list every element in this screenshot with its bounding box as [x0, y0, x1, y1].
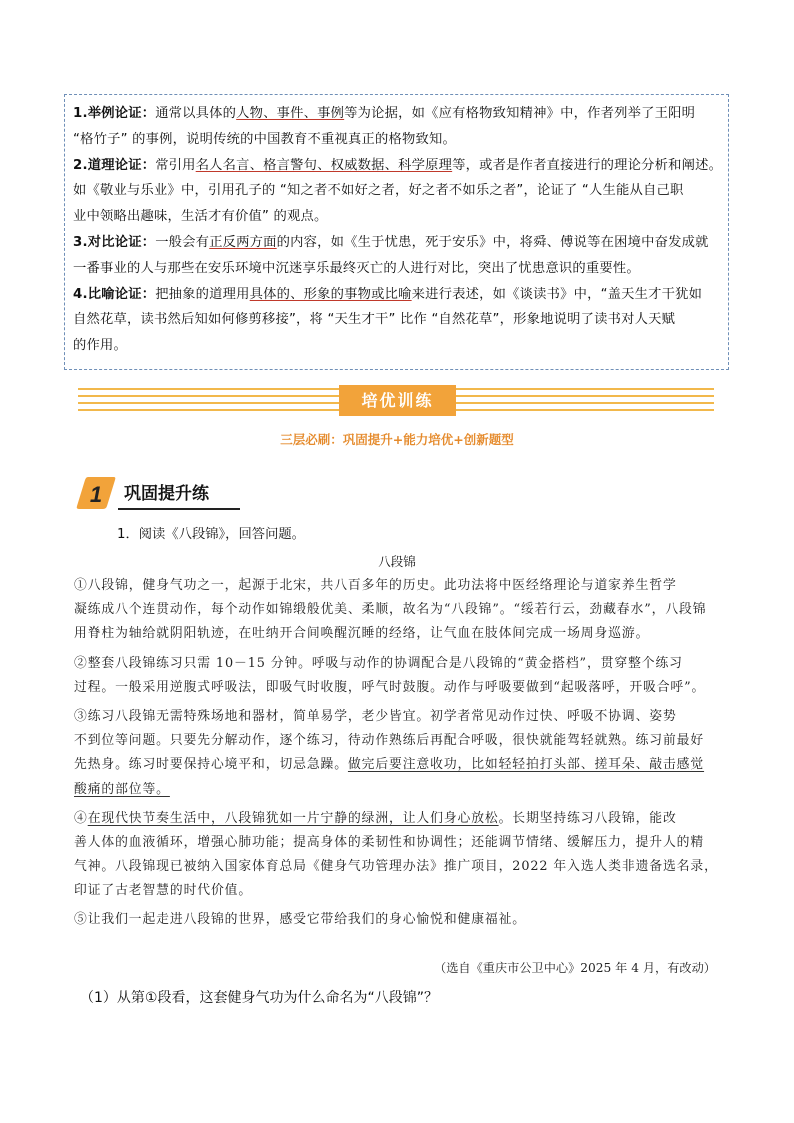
section-title: 巩固提升练 — [124, 484, 209, 504]
box-line: 一番事业的人与那些在安乐环境中沉迷享乐最终灭亡的人进行对比，突出了忧患意识的重要性。 — [73, 260, 640, 276]
box-line: 3.对比论证：一般会有正反两方面的内容，如《生于忧患，死于安乐》中，将舜、傅说等在困境中奋发成就 — [73, 234, 709, 250]
key-phrase: 正反两方面 — [209, 234, 277, 250]
method-label: 2.道理论证： — [73, 157, 156, 173]
passage-line: ③练习八段锦无需特殊场地和器材，简单易学，老少皆宜。初学者常见动作过快、呼吸不协调、姿势 — [74, 708, 677, 724]
passage-line: 善人体的血液循环，增强心肺功能；提高身体的柔韧性和协调性；还能调节情绪、缓解压力，提升人的精 — [74, 834, 705, 850]
passage-line: ④在现代快节奏生活中，八段锦犹如一片宁静的绿洲，让人们身心放松。长期坚持练习八段锦，能改 — [74, 810, 677, 826]
passage-line: 不到位等问题。只要先分解动作，逐个练习，待动作熟练后再配合呼吸，很快就能驾轻就熟。练习前最好 — [74, 733, 705, 749]
box-line: 4.比喻论证：把抽象的道理用具体的、形象的事物或比喻来进行表述，如《谈读书》中，“盖天生才干犹如 — [73, 286, 703, 302]
passage-title: 八段锦 — [378, 554, 416, 569]
method-label: 3.对比论证： — [73, 234, 156, 250]
passage-line: 印证了古老智慧的时代价值。 — [74, 883, 253, 899]
argument-methods-box — [64, 94, 729, 370]
section-underline — [118, 508, 240, 510]
box-line: 业中领略出趣味，生活才有价值” 的观点。 — [73, 209, 328, 225]
key-phrase: 人物、事件、事例 — [236, 106, 345, 121]
question-intro: 1．阅读《八段锦》，回答问题。 — [117, 527, 305, 542]
passage-source: （选自《重庆市公卫中心》2025 年 4 月，有改动） — [434, 961, 716, 975]
sub-question-1: （1）从第①段看，这套健身气功为什么命名为“八段锦”？ — [80, 990, 438, 1006]
passage-line: ⑤让我们一起走进八段锦的世界，感受它带给我们的身心愉悦和健康福祉。 — [74, 912, 526, 928]
passage-line: 用脊柱为轴给就阴阳轨迹，在吐纳开合间唤醒沉睡的经络，让气血在肢体间完成一场周身巡游。 — [74, 626, 650, 642]
key-phrase: 名人名言、格言警句、权威数据、科学原理 — [195, 157, 453, 173]
box-line: 的作用。 — [73, 338, 127, 354]
passage-line: 凝练成八个连贯动作，每个动作如锦缎般优美、柔顺，故名为“八段锦”。“绥若行云，劲藏春水”，八段锦 — [74, 602, 707, 618]
underlined-sentence: 在现代快节奏生活中，八段锦犹如一片宁静的绿洲，让人们身心放松 — [87, 810, 499, 826]
passage-body — [74, 574, 724, 933]
passage-line: 过程。一般采用逆腹式呼吸法，即吸气时收腹，呼气时鼓腹。动作与呼吸要做到“起吸落呼，开吸合呼”。 — [74, 679, 706, 695]
passage-line: ②整套八段锦练习只需 10－15 分钟。呼吸与动作的协调配合是八段锦的“黄金搭档”，贯穿整个练习 — [74, 655, 683, 671]
method-label: 4.比喻论证： — [73, 286, 156, 302]
passage-line: 气神。八段锦现已被纳入国家体育总局《健身气功管理办法》推广项目，2022 年入选人类非遗备选名录， — [74, 859, 718, 875]
box-line: 2.道理论证：常引用名人名言、格言警句、权威数据、科学原理等，或者是作者直接进行的理论分析和阐述。 — [73, 157, 723, 173]
underlined-sentence: 酸痛的部位等。 — [74, 781, 170, 797]
section-number: 1 — [89, 482, 103, 507]
underlined-sentence: 做完后要注意收功，比如轻轻拍打头部、搓耳朵、敲击感觉 — [347, 757, 705, 773]
passage-line: ①八段锦，健身气功之一，起源于北宋，共八百多年的历史。此功法将中医经络理论与道家养生哲学 — [74, 578, 677, 593]
section-number-badge — [76, 476, 116, 510]
passage-line: 先热身。练习时要保持心境平和，切忌急躁。做完后要注意收功，比如轻轻拍打头部、搓耳朵、敲击感觉 — [74, 757, 705, 773]
section-banner: 培优训练 — [339, 385, 456, 416]
passage-line — [74, 778, 724, 802]
key-phrase: 具体的、形象的事物或比喻 — [249, 286, 412, 302]
method-label: 1.举例论证： — [73, 106, 156, 121]
box-line: “格竹子” 的事例，说明传统的中国教育不重视真正的格物致知。 — [73, 131, 457, 147]
banner-subtitle: 三层必刷：巩固提升+能力培优+创新题型 — [280, 432, 514, 447]
box-line: 自然花草，读书然后知如何修剪移接”，将 “天生才干” 比作 “自然花草”，形象地说明了读书对人天赋 — [73, 312, 676, 328]
box-line: 1.举例论证：通常以具体的人物、事件、事例等为论据，如《应有格物致知精神》中，作者列举了王阳明 — [73, 106, 696, 121]
box-line: 如《敬业与乐业》中，引用孔子的 “知之者不如好之者，好之者不如乐之者”，论证了 “人生能从自己职 — [73, 183, 684, 199]
